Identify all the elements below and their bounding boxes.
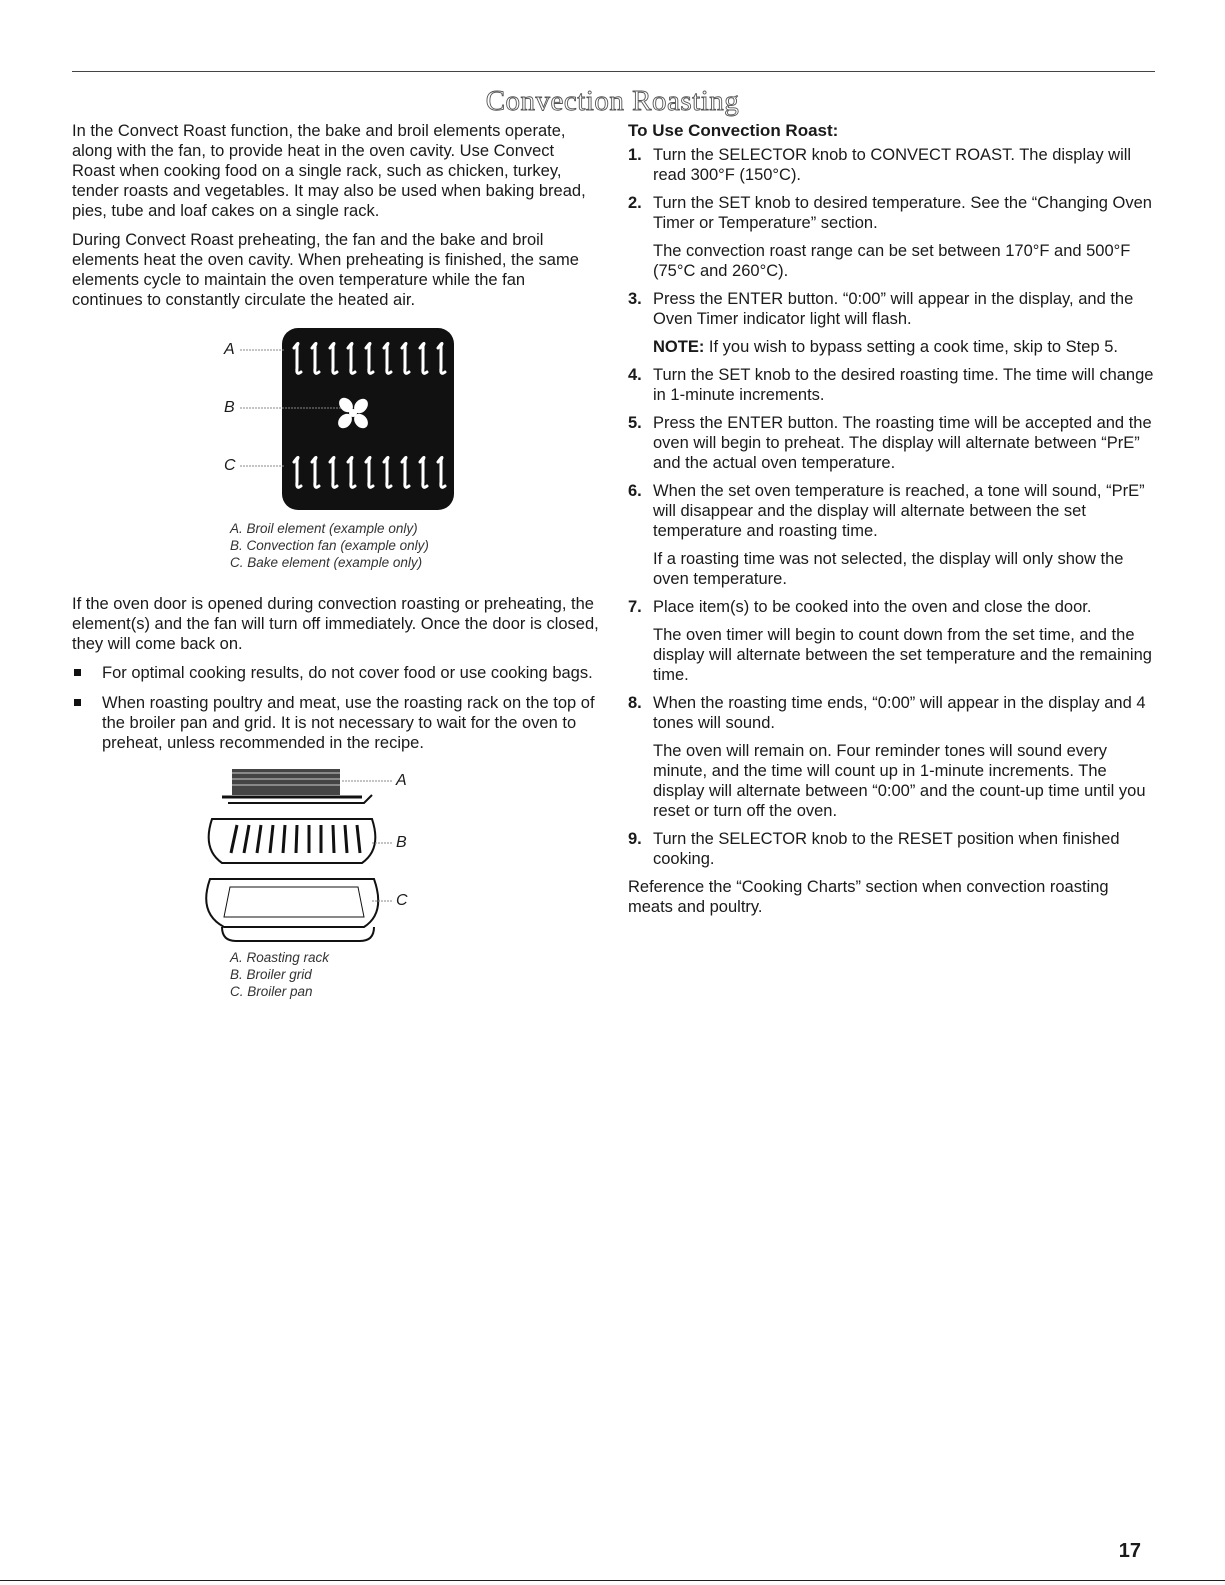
caption-roasting-rack: A. Roasting rack <box>230 950 330 965</box>
tips-list <box>72 663 599 753</box>
step-item: 4. Turn the SET knob to the desired roasting time. The time will change in 1-minute increments. <box>628 366 1154 404</box>
step-item: 1. Turn the SELECTOR knob to CONVECT ROAST. The display will read 300°F (150°C). <box>628 146 1132 184</box>
door-paragraph: If the oven door is opened during convection roasting or preheating, the element(s) and the fan will turn off immediately. Once the door is closed, they will come back on. <box>72 595 599 653</box>
step-item: 7. Place item(s) to be cooked into the oven and close the door. The oven timer will begin to count down from the set time, and the display will alternate between the set temperature and the remaining time. <box>628 598 1152 684</box>
steps-heading: To Use Convection Roast: <box>628 121 839 140</box>
callout-letter-c: C <box>396 892 408 909</box>
top-rule <box>72 71 1155 72</box>
step-item: 5. Press the ENTER button. The roasting time will be accepted and the oven will begin to preheat. The display will alternate between “PrE” and the actual oven temperature. <box>628 414 1152 472</box>
note: NOTE: If you wish to bypass setting a cook time, skip to Step 5. <box>653 338 1118 356</box>
caption-convection-fan: B. Convection fan (example only) <box>230 538 429 553</box>
broiler-pan-figure <box>72 763 599 1013</box>
page-number: 17 <box>1118 1540 1141 1562</box>
list-item: For optimal cooking results, do not cover food or use cooking bags. <box>72 663 599 683</box>
step-item: 8. When the roasting time ends, “0:00” will appear in the display and 4 tones will sound. The oven will remain on. Four reminder tones will sound every minute, and the time will count up in 1-minute increments. The display will alternate between “0:00” and the count-up time until you reset or turn off the oven. <box>628 694 1146 820</box>
reference-paragraph: Reference the “Cooking Charts” section when convection roasting meats and poultry. <box>628 878 1109 916</box>
caption-broiler-pan: C. Broiler pan <box>230 984 313 999</box>
steps-list <box>628 145 1155 869</box>
step-item: 3. Press the ENTER button. “0:00” will appear in the display, and the Oven Timer indicator light will flash. NOTE: If you wish to bypass setting a cook time, skip to Step 5. <box>628 289 1155 357</box>
caption-broil-element: A. Broil element (example only) <box>230 521 418 536</box>
caption-bake-element: C. Bake element (example only) <box>230 555 423 570</box>
bullet-square-icon <box>74 669 81 676</box>
list-item: When roasting poultry and meat, use the roasting rack on the top of the broiler pan and grid. It is not necessary to wait for the oven to preheat, unless recommended in the recipe. <box>72 693 599 753</box>
callout-letter-b: B <box>396 834 407 851</box>
bullet-square-icon <box>74 699 81 706</box>
figure1-caption <box>230 520 429 571</box>
caption-broiler-grid: B. Broiler grid <box>230 967 312 982</box>
step-item: 6. When the set oven temperature is reached, a tone will sound, “PrE” will disappear and the display will alternate between the set temperature and roasting time. If a roasting time was not selected, the display will only show the oven temperature. <box>628 482 1145 588</box>
page-title: Convection Roasting <box>485 85 740 117</box>
callout-letter-c: C <box>224 457 236 474</box>
step-item: 2. Turn the SET knob to desired temperature. See the “Changing Oven Timer or Temperature” section. The convection roast range can be set between 170°F and 500°F (75°C and 260°C). <box>628 194 1152 280</box>
figure2-caption <box>230 949 329 1000</box>
callout-letter-a: A <box>396 772 407 789</box>
preheat-paragraph: During Convect Roast preheating, the fan and the bake and broil elements heat the oven cavity. When preheating is finished, the same elements cycle to maintain the oven temperature while the fan continues to constantly circulate the heated air. <box>72 231 579 309</box>
callout-letter-a: A <box>224 341 235 358</box>
broiler-pan-illustration <box>72 763 599 1013</box>
left-column <box>72 121 599 1013</box>
right-column <box>628 121 1155 926</box>
step-item: 9. Turn the SELECTOR knob to the RESET position when finished cooking. <box>628 830 1120 868</box>
oven-elements-figure <box>72 322 599 574</box>
callout-letter-b: B <box>224 399 235 416</box>
intro-paragraph: In the Convect Roast function, the bake and broil elements operate, along with the fan, to provide heat in the oven cavity. Use Convect Roast when cooking food on a single rack, such as chicken, turkey, tender roasts and vegetables. It may also be used when baking bread, pies, tube and loaf cakes on a single rack. <box>72 122 586 220</box>
bottom-rule <box>0 1580 1225 1581</box>
